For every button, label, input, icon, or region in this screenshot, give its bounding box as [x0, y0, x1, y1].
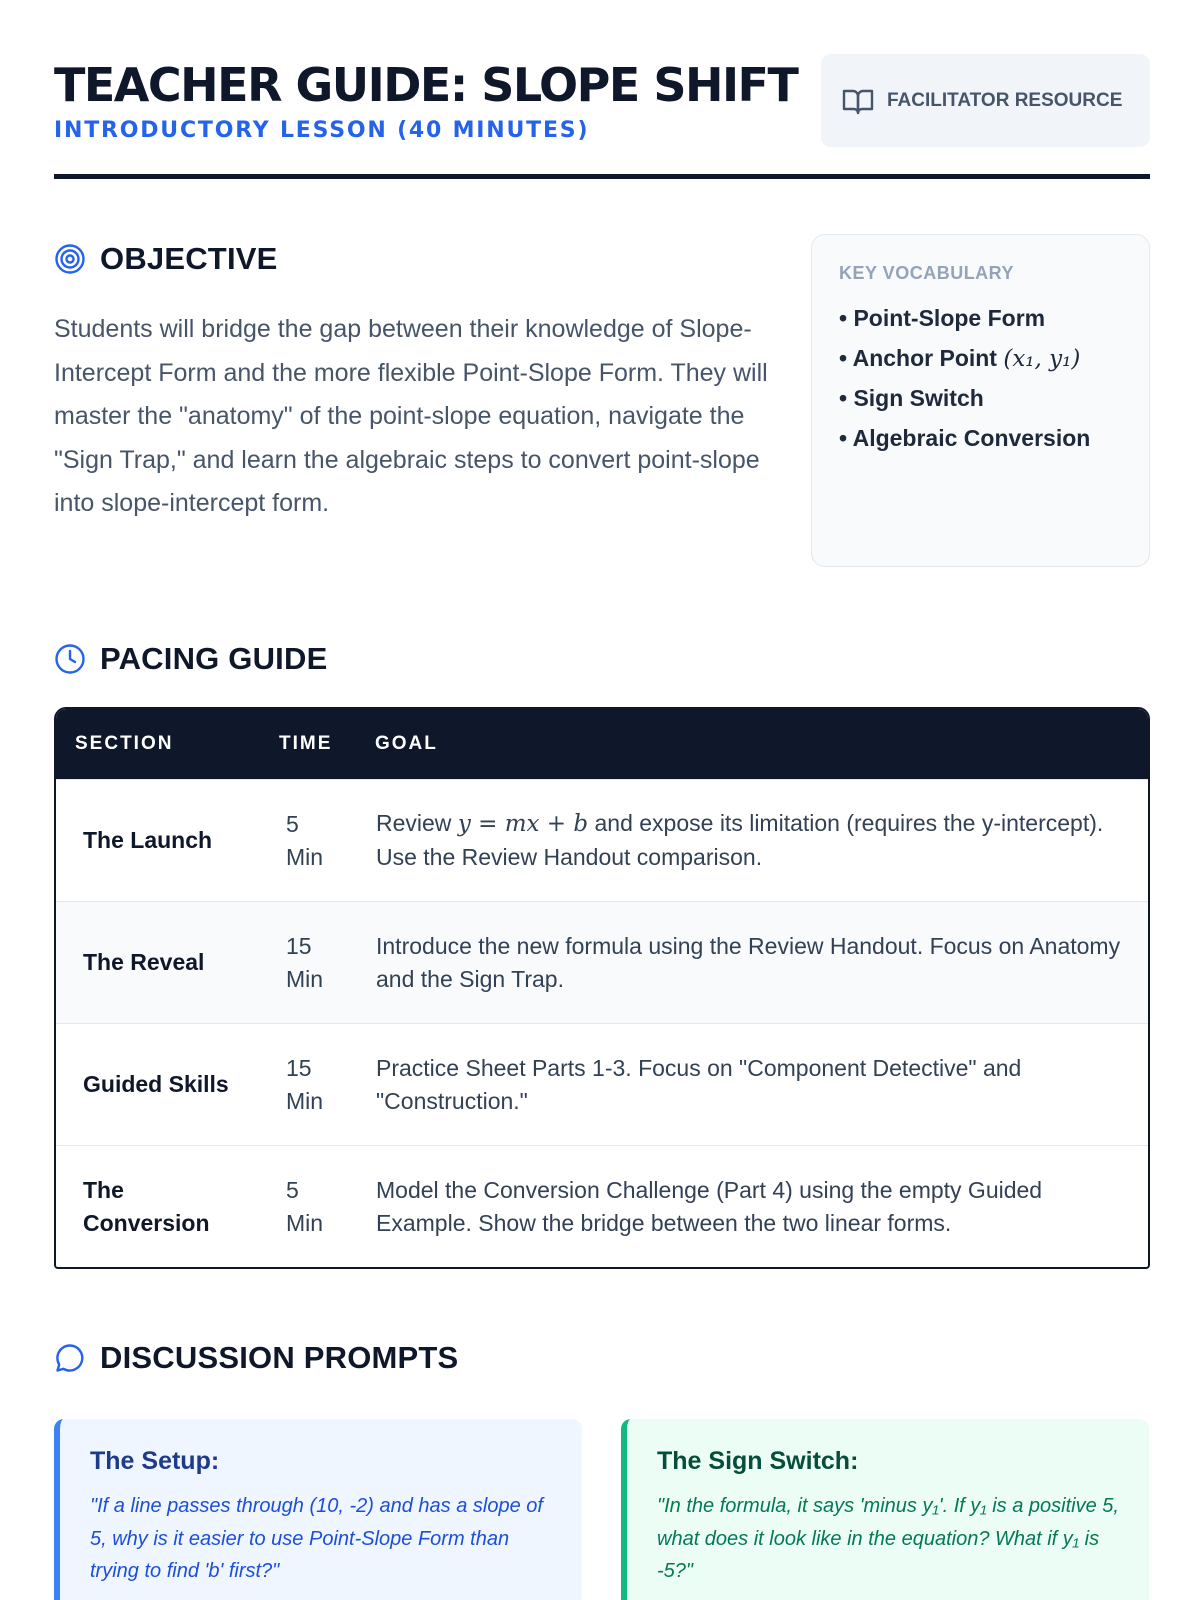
page-subtitle: INTRODUCTORY LESSON (40 MINUTES) [54, 118, 590, 143]
discussion-prompts-heading [54, 1340, 458, 1376]
discussion-card-sign-switch [621, 1419, 1149, 1600]
objective-heading-label: OBJECTIVE [100, 241, 278, 276]
table-row [56, 1145, 1148, 1267]
table-row [56, 1023, 1148, 1145]
vocabulary-item: • Anchor Point (x₁, y₁) [839, 345, 1081, 372]
speech-bubble-icon [54, 1342, 86, 1374]
row-time: 5 Min [286, 1176, 324, 1236]
key-vocabulary-box [811, 234, 1150, 567]
table-row [56, 901, 1148, 1023]
vocabulary-item: • Point-Slope Form [839, 305, 1046, 331]
table-header [56, 709, 1148, 779]
card-quote: "In the formula, it says 'minus y₁'. If y₁ is a positive 5, what does it look like in the equation? What if y₁ is -5?" [657, 1495, 1119, 1582]
card-title: The Sign Switch: [657, 1447, 859, 1475]
row-time: 15 Min [286, 932, 324, 992]
row-time: 15 Min [286, 1054, 324, 1114]
column-header-time: TIME [279, 733, 333, 754]
pacing-table [54, 707, 1150, 1269]
card-title: The Setup: [90, 1447, 220, 1475]
objective-heading [54, 241, 278, 277]
facilitator-resource-badge [821, 54, 1150, 147]
slope-intercept-formula: y = mx + b [457, 811, 589, 837]
pacing-guide-heading-label: PACING GUIDE [100, 641, 328, 676]
objective-text: Students will bridge the gap between their knowledge of Slope-Intercept Form and the more flexible Point-Slope Form. They will master the "anatomy" of the point-slope equation, navigate the "Sign Trap," and learn the algebraic steps to convert point-slope into slope-intercept form. [54, 315, 768, 517]
vocabulary-title: KEY VOCABULARY [839, 263, 1015, 283]
column-header-goal: GOAL [375, 733, 438, 754]
badge-label: FACILITATOR RESOURCE [887, 89, 1123, 111]
clock-icon [54, 643, 86, 675]
header-divider [54, 174, 1150, 179]
row-goal: Practice Sheet Parts 1-3. Focus on "Component Detective" and "Construction." [376, 1054, 1022, 1114]
anchor-point-math: (x₁, y₁) [1003, 346, 1081, 372]
vocabulary-item: • Algebraic Conversion [839, 425, 1091, 451]
target-icon [54, 243, 86, 275]
vocabulary-item: • Sign Switch [839, 385, 984, 411]
row-section: Guided Skills [83, 1071, 229, 1097]
book-open-icon [841, 86, 875, 116]
row-time: 5 Min [286, 810, 324, 870]
discussion-prompts-heading-label: DISCUSSION PROMPTS [100, 1340, 459, 1375]
page-header [54, 54, 1150, 184]
row-section: The Reveal [83, 949, 205, 975]
table-row [56, 779, 1148, 901]
discussion-card-setup [54, 1419, 582, 1600]
row-section: The Conversion [83, 1176, 210, 1236]
row-goal: Review y = mx + b and expose its limitation (requires the y-intercept). Use the Review Handout comparison. [376, 810, 1104, 870]
pacing-guide-heading [54, 641, 327, 677]
card-quote: "If a line passes through (10, -2) and has a slope of 5, why is it easier to use Point-Slope Form than trying to find 'b' first?" [90, 1495, 543, 1582]
row-goal: Model the Conversion Challenge (Part 4) using the empty Guided Example. Show the bridge between the two linear forms. [376, 1176, 1043, 1236]
row-section: The Launch [83, 827, 213, 853]
page-title: TEACHER GUIDE: SLOPE SHIFT [54, 58, 798, 112]
row-goal: Introduce the new formula using the Review Handout. Focus on Anatomy and the Sign Trap. [376, 932, 1121, 992]
column-header-section: SECTION [75, 733, 174, 754]
